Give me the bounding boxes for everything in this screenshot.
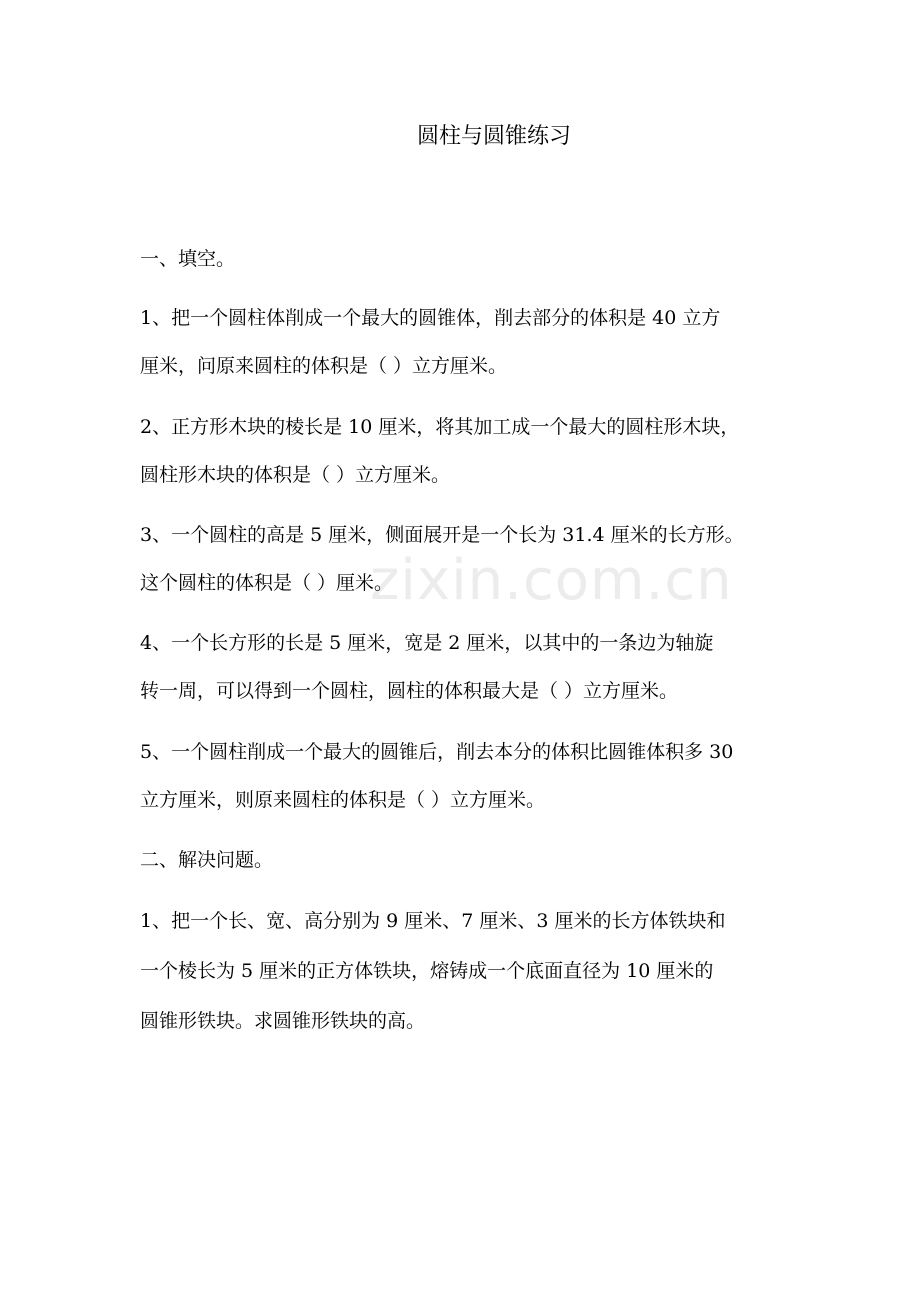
question-4-line-2: 转一周，可以得到一个圆柱，圆柱的体积最大是（ ）立方厘米。 bbox=[140, 680, 679, 702]
question-1-line-1: 1、把一个圆柱体削成一个最大的圆锥体，削去部分的体积是 40 立方 bbox=[140, 307, 721, 329]
document-title: 圆柱与圆锥练习 bbox=[416, 124, 571, 149]
watermark: zixin.com.cn bbox=[370, 548, 733, 613]
question-5-line-2: 立方厘米，则原来圆柱的体积是（ ）立方厘米。 bbox=[140, 789, 546, 811]
problem-1-line-3: 圆锥形铁块。求圆锥形铁块的高。 bbox=[140, 1010, 426, 1032]
question-1-line-2: 厘米，问原来圆柱的体积是（ ）立方厘米。 bbox=[140, 355, 508, 377]
question-4-line-1: 4、一个长方形的长是 5 厘米，宽是 2 厘米，以其中的一条边为轴旋 bbox=[140, 632, 714, 654]
problem-1-line-2: 一个棱长为 5 厘米的正方体铁块，熔铸成一个底面直径为 10 厘米的 bbox=[140, 960, 714, 982]
question-2-line-2: 圆柱形木块的体积是（ ）立方厘米。 bbox=[140, 464, 451, 486]
section-heading-problems: 二、解决问题。 bbox=[140, 849, 274, 871]
problem-1-line-1: 1、把一个长、宽、高分别为 9 厘米、7 厘米、3 厘米的长方体铁块和 bbox=[140, 910, 726, 932]
question-2-line-1: 2、正方形木块的棱长是 10 厘米，将其加工成一个最大的圆柱形木块， bbox=[140, 416, 740, 438]
section-heading-fill-blank: 一、填空。 bbox=[140, 248, 236, 270]
question-5-line-1: 5、一个圆柱削成一个最大的圆锥后，削去本分的体积比圆锥体积多 30 bbox=[140, 741, 734, 763]
question-3-line-2: 这个圆柱的体积是（ ）厘米。 bbox=[140, 572, 394, 594]
question-3-line-1: 3、一个圆柱的高是 5 厘米，侧面展开是一个长为 31.4 厘米的长方形。 bbox=[140, 524, 744, 546]
